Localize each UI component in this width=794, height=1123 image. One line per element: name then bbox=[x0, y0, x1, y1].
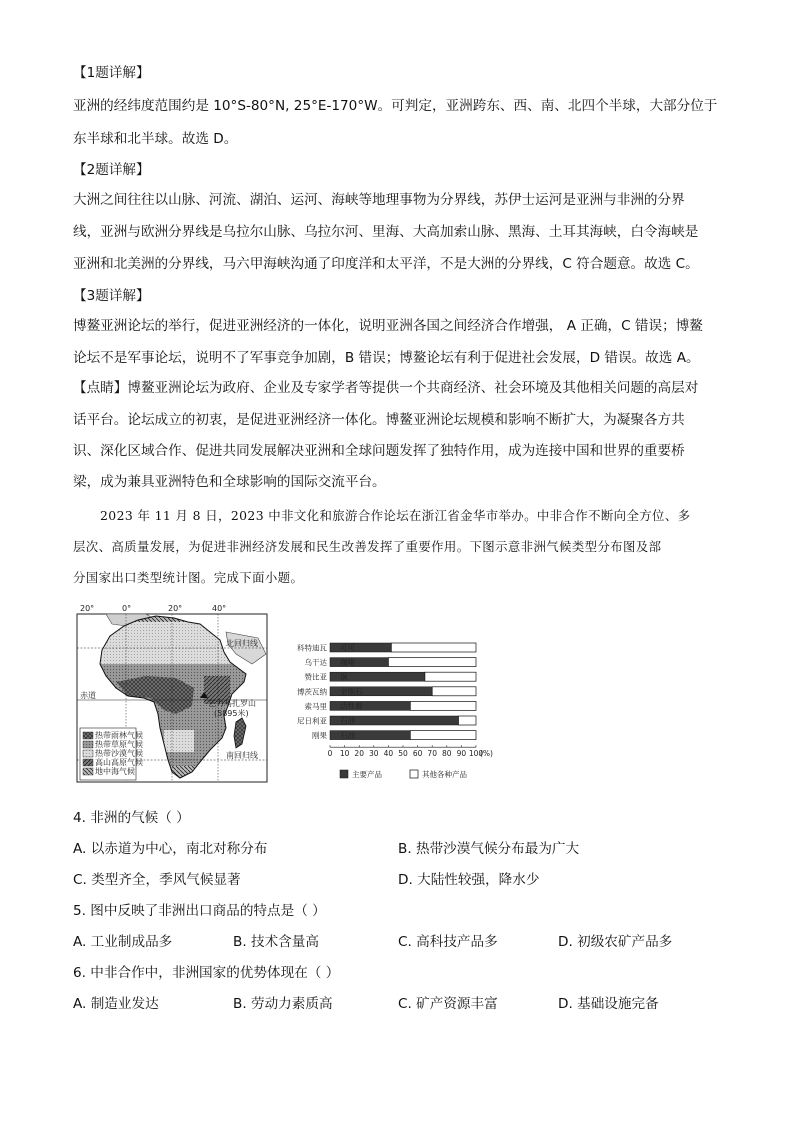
option-letter: C. bbox=[398, 934, 412, 950]
q3-explanation-heading: 【3题详解】 bbox=[73, 288, 150, 304]
note-label: 【点睛】 bbox=[73, 380, 128, 396]
x-axis-tick-label: 90 bbox=[456, 749, 467, 759]
legend-swatch-highland bbox=[83, 759, 93, 766]
option-letter: C. bbox=[73, 872, 87, 888]
question-6-option-d[interactable] bbox=[558, 994, 659, 1014]
legend-swatch-desert bbox=[83, 750, 93, 757]
option-text: 基础设施完备 bbox=[577, 996, 659, 1012]
passage-line: 层次、高质量发展，为促进非洲经济发展和民生改善发挥了重要作用。下图示意非洲气候类型分布图及部 bbox=[73, 539, 662, 554]
option-text: 以赤道为中心，南北对称分布 bbox=[90, 841, 268, 857]
note-line bbox=[73, 378, 698, 398]
legend-label: 热带草原气候 bbox=[95, 740, 143, 749]
question-6-option-a[interactable] bbox=[73, 994, 159, 1014]
q2-explanation-line: 亚洲和北美洲的分界线，马六甲海峡沟通了印度洋和太平洋，不是大洲的分界线，C 符合题意。故选 C。 bbox=[73, 256, 699, 272]
x-axis-tick-label: 30 bbox=[369, 749, 379, 759]
question-4-option-a[interactable] bbox=[73, 839, 267, 859]
chart-bar-label: 咖啡 bbox=[340, 657, 355, 667]
legend-swatch-rainforest bbox=[83, 732, 93, 739]
mountain-label: 乞力马扎罗山 bbox=[208, 699, 256, 708]
chart-category-label: 尼日利亚 bbox=[297, 716, 327, 726]
chart-bar-label: 金刚石 bbox=[340, 687, 363, 696]
option-text: 高科技产品多 bbox=[416, 934, 498, 950]
q3-explanation-line: 论坛不是军事论坛，说明不了军事竞争加剧，B 错误；博鳌论坛有利于促进社会发展，D 错误。故选 A。 bbox=[73, 350, 700, 366]
option-letter: B. bbox=[233, 996, 247, 1012]
x-axis-tick-label: 10 bbox=[339, 749, 350, 759]
passage-line: 2023 年 11 月 8 日，2023 中非文化和旅游合作论坛在浙江省金华市举办。中非合作不断向全方位、多 bbox=[100, 508, 691, 523]
chart-bar-other bbox=[432, 687, 476, 696]
option-letter: C. bbox=[398, 996, 412, 1012]
q2-explanation-line: 大洲之间往往以山脉、河流、湖泊、运河、海峡等地理事物为分界线，苏伊士运河是亚洲与非洲的分界 bbox=[73, 192, 685, 208]
mountain-elevation: (5895米) bbox=[214, 709, 249, 718]
question-5-option-a[interactable] bbox=[73, 932, 172, 952]
option-text: 矿产资源丰富 bbox=[416, 996, 498, 1012]
legend-label: 热带雨林气候 bbox=[95, 731, 143, 740]
chart-bar-other bbox=[388, 658, 476, 667]
chart-bar-other bbox=[391, 643, 476, 652]
map-legend bbox=[80, 728, 143, 780]
q1-explanation-line: 东半球和北半球。故选 D。 bbox=[73, 131, 238, 147]
q2-explanation-heading: 【2题详解】 bbox=[73, 162, 150, 178]
option-text: 技术含量高 bbox=[250, 934, 319, 950]
question-5-option-b[interactable] bbox=[233, 932, 319, 952]
chart-category-label: 乌干达 bbox=[304, 658, 327, 668]
question-4-option-c[interactable] bbox=[73, 870, 241, 890]
q1-explanation-heading: 【1题详解】 bbox=[73, 65, 150, 81]
option-text: 制造业发达 bbox=[90, 996, 159, 1012]
question-4-stem: 4. 非洲的气候（ ） bbox=[73, 810, 190, 826]
chart-bars bbox=[297, 643, 476, 741]
note-line: 话平台。论坛成立的初衷，是促进亚洲经济一体化。博鳌亚洲论坛规模和影响不断扩大，为凝聚各方共 bbox=[73, 412, 685, 428]
question-6-option-b[interactable] bbox=[233, 994, 333, 1014]
map-degree-label: 20° bbox=[168, 604, 183, 613]
option-text: 工业制成品多 bbox=[90, 934, 173, 950]
chart-bar-label: 活牲畜 bbox=[340, 701, 363, 711]
chart-bar-other bbox=[410, 701, 476, 710]
legend-label-main: 主要产品 bbox=[352, 770, 382, 779]
x-axis-tick-label: 50 bbox=[398, 749, 408, 759]
question-6-option-c[interactable] bbox=[398, 994, 498, 1014]
legend-label: 热带沙漠气候 bbox=[95, 749, 143, 758]
option-letter: D. bbox=[558, 934, 573, 950]
x-axis-tick-label: 100 bbox=[468, 749, 484, 759]
x-axis-tick-label: 0 bbox=[327, 749, 333, 759]
chart-category-label: 博茨瓦纳 bbox=[297, 687, 327, 697]
legend-label: 高山高原气候 bbox=[95, 758, 143, 767]
option-letter: B. bbox=[398, 841, 412, 857]
map-degree-label: 0° bbox=[122, 604, 132, 613]
option-letter: D. bbox=[398, 872, 413, 888]
chart-x-axis bbox=[328, 745, 493, 758]
option-letter: A. bbox=[73, 934, 87, 950]
chart-category-label: 赞比亚 bbox=[304, 672, 327, 682]
x-axis-tick-label: 80 bbox=[442, 749, 452, 759]
x-axis-tick-label: 70 bbox=[427, 749, 437, 759]
chart-bar-label: 可可 bbox=[340, 643, 355, 653]
option-text: 劳动力素质高 bbox=[250, 996, 333, 1012]
chart-bar-other bbox=[458, 716, 476, 725]
chart-bar-label: 铜 bbox=[340, 672, 348, 682]
legend-label: 地中海气候 bbox=[95, 767, 135, 776]
question-4-option-d[interactable] bbox=[398, 870, 539, 890]
chart-bar-main bbox=[330, 658, 388, 667]
question-4-option-b[interactable] bbox=[398, 839, 579, 859]
option-letter: D. bbox=[558, 996, 573, 1012]
tropic-of-capricorn-label: 南回归线 bbox=[226, 751, 258, 760]
option-text: 类型齐全，季风气候显著 bbox=[91, 872, 241, 888]
option-text: 初级农矿产品多 bbox=[577, 934, 673, 950]
note-line: 识、深化区域合作、促进共同发展解决亚洲和全球问题发挥了独特作用，成为连接中国和世界的重要桥 bbox=[73, 443, 685, 459]
chart-bar-label: 石油 bbox=[340, 716, 355, 726]
tropic-of-cancer-label: 北回归线 bbox=[226, 639, 258, 648]
passage-line: 分国家出口类型统计图。完成下面小题。 bbox=[73, 570, 304, 585]
chart-legend bbox=[340, 769, 467, 779]
q1-explanation-line: 亚洲的经纬度范围约是 10°S-80°N, 25°E-170°W。可判定，亚洲跨东、西、南、北四个半球，大部分位于 bbox=[73, 98, 718, 114]
q3-explanation-line: 博鳌亚洲论坛的举行，促进亚洲经济的一体化，说明亚洲各国之间经济合作增强， A 正确，C 错误；博鳌 bbox=[73, 318, 703, 334]
option-letter: A. bbox=[73, 841, 87, 857]
legend-label-other: 其他各种产品 bbox=[422, 770, 467, 779]
question-5-option-d[interactable] bbox=[558, 932, 672, 952]
chart-bar-label: 石油 bbox=[340, 730, 355, 740]
x-axis-unit: (%) bbox=[480, 749, 493, 759]
map-degree-label: 40° bbox=[212, 604, 227, 613]
export-structure-chart bbox=[286, 638, 522, 784]
note-line: 梁，成为兼具亚洲特色和全球影响的国际交流平台。 bbox=[73, 474, 386, 490]
x-axis-tick-label: 60 bbox=[412, 749, 423, 759]
chart-bar-other bbox=[425, 672, 476, 681]
chart-category-label: 索马里 bbox=[304, 701, 327, 711]
chart-category-label: 刚果 bbox=[312, 731, 327, 741]
q2-explanation-line: 线，亚洲与欧洲分界线是乌拉尔山脉、乌拉尔河、里海、大高加索山脉、黑海、土耳其海峡，白令海峡是 bbox=[73, 224, 699, 240]
chart-bar-other bbox=[410, 731, 476, 740]
x-axis-tick-label: 40 bbox=[383, 749, 394, 759]
legend-swatch-other bbox=[410, 770, 418, 778]
map-degree-label: 20° bbox=[80, 604, 95, 613]
legend-swatch-main bbox=[340, 770, 348, 778]
africa-climate-map bbox=[76, 602, 272, 784]
legend-swatch-mediterranean bbox=[83, 768, 93, 775]
equator-label: 赤道 bbox=[80, 691, 96, 700]
option-text: 热带沙漠气候分布最为广大 bbox=[415, 841, 580, 857]
question-5-stem: 5. 图中反映了非洲出口商品的特点是（ ） bbox=[73, 903, 326, 919]
chart-category-label: 科特迪瓦 bbox=[297, 643, 327, 653]
option-letter: B. bbox=[233, 934, 247, 950]
note-text: 博鳌亚洲论坛为政府、企业及专家学者等提供一个共商经济、社会环境及其他相关问题的高层对 bbox=[127, 380, 699, 396]
question-6-stem: 6. 中非合作中，非洲国家的优势体现在（ ） bbox=[73, 965, 340, 981]
question-5-option-c[interactable] bbox=[398, 932, 498, 952]
x-axis-tick-label: 20 bbox=[354, 749, 364, 759]
option-letter: A. bbox=[73, 996, 87, 1012]
legend-swatch-savanna bbox=[83, 741, 93, 748]
option-text: 大陆性较强，降水少 bbox=[417, 872, 540, 888]
